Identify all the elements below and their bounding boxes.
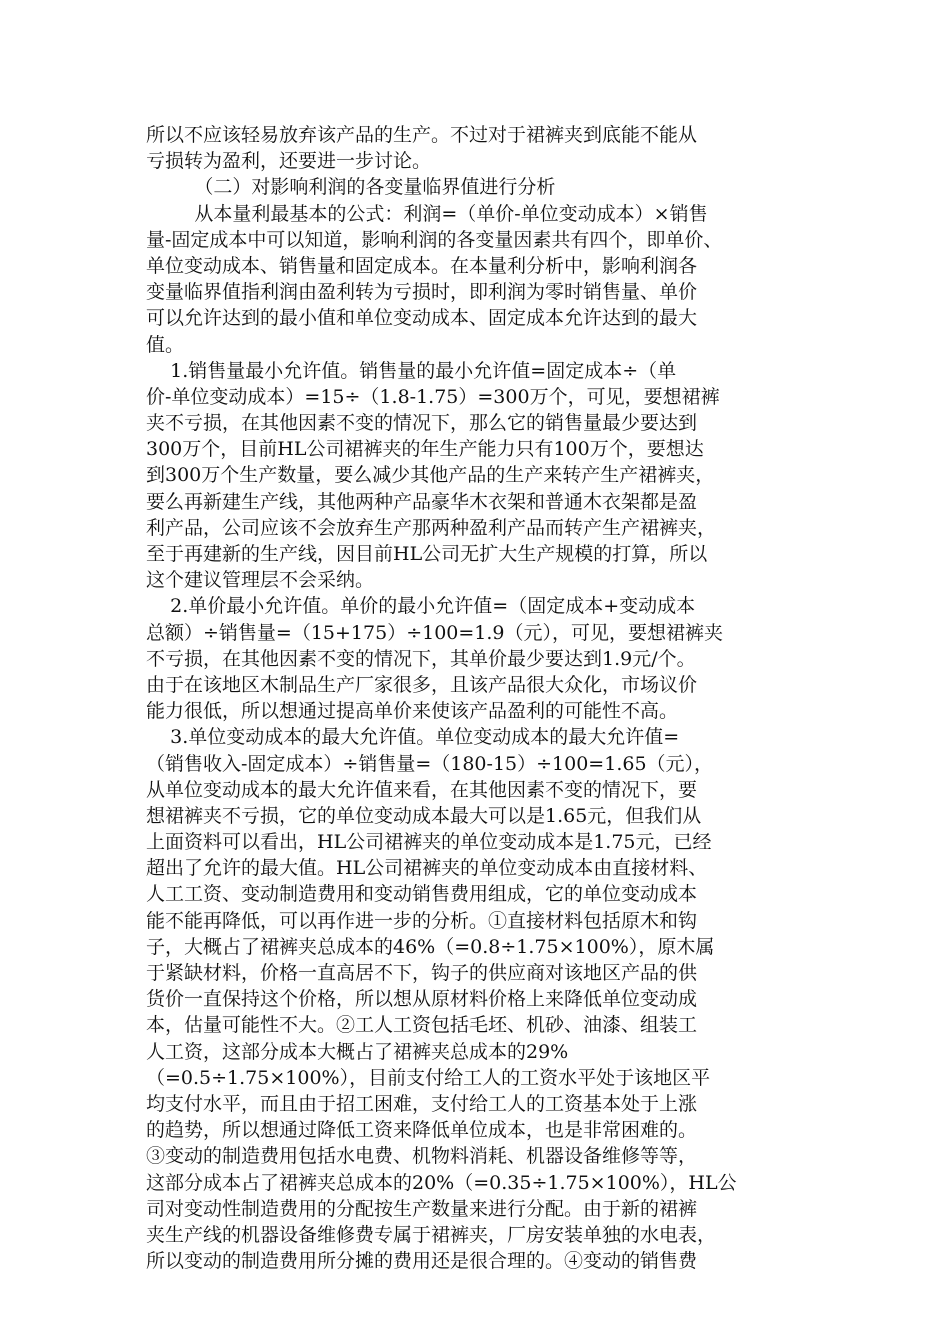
text-line: 亏损转为盈利，还要进一步讨论。 [146, 150, 432, 173]
text-line: 值。 [146, 333, 185, 356]
text-line: 夹不亏损，在其他因素不变的情况下，那么它的销售量最少要达到 [146, 412, 698, 435]
text-line: 300万个，目前HL公司裙裤夹的年生产能力只有100万个，要想达 [146, 438, 704, 461]
text-line: 所以不应该轻易放弃该产品的生产。不过对于裙裤夹到底能不能从 [146, 124, 698, 146]
text-line: 至于再建新的生产线，因目前HL公司无扩大生产规模的打算，所以 [146, 543, 708, 565]
text-line: 2.单价最小允许值。单价的最小允许值=（固定成本+变动成本 [146, 595, 696, 618]
text-line: 司对变动性制造费用的分配按生产数量来进行分配。由于新的裙裤 [146, 1197, 698, 1220]
text-line: 这个建议管理层不会采纳。 [146, 569, 375, 592]
text-line: 要么再新建生产线，其他两种产品豪华木衣架和普通木衣架都是盈 [146, 490, 698, 513]
text-line: 货价一直保持这个价格，所以想从原材料价格上来降低单位变动成 [146, 988, 698, 1011]
text-line: 量-固定成本中可以知道，影响利润的各变量因素共有四个，即单价、 [146, 228, 723, 251]
text-line: 的趋势，所以想通过降低工资来降低单位成本，也是非常困难的。 [146, 1119, 698, 1142]
text-line: 人工工资、变动制造费用和变动销售费用组成，它的单位变动成本 [146, 883, 698, 906]
text-line: 1.销售量最小允许值。销售量的最小允许值=固定成本÷（单 [146, 359, 677, 382]
text-line: 本，估量可能性不大。②工人工资包括毛坯、机砂、油漆、组装工 [146, 1014, 698, 1037]
text-line: 单位变动成本、销售量和固定成本。在本量利分析中，影响利润各 [146, 254, 698, 277]
text-line: 价-单位变动成本）=15÷（1.8-1.75）=300万个，可见，要想裙裤 [146, 385, 720, 408]
text-line: 能不能再降低，可以再作进一步的分析。①直接材料包括原木和钩 [146, 909, 698, 932]
text-line: 这部分成本占了裙裤夹总成本的20%（=0.35÷1.75×100%），HL公 [146, 1171, 737, 1194]
text-line: 所以变动的制造费用所分摊的费用还是很合理的。④变动的销售费 [146, 1250, 698, 1273]
text-line: 3.单位变动成本的最大允许值。单位变动成本的最大允许值= [146, 726, 680, 749]
text-line: 于紧缺材料，价格一直高居不下，钩子的供应商对该地区产品的供 [146, 962, 698, 984]
text-line: （=0.5÷1.75×100%），目前支付给工人的工资水平处于该地区平 [146, 1066, 711, 1089]
text-line: 夹生产线的机器设备维修费专属于裙裤夹，厂房安装单独的水电表， [146, 1223, 717, 1246]
text-line: 不亏损，在其他因素不变的情况下，其单价最少要达到1.9元/个。 [146, 647, 696, 670]
text-line: 超出了允许的最大值。HL公司裙裤夹的单位变动成本由直接材料、 [146, 857, 708, 880]
text-line: 人工资，这部分成本大概占了裙裤夹总成本的29% [146, 1040, 569, 1063]
text-line: 可以允许达到的最小值和单位变动成本、固定成本允许达到的最大 [146, 307, 698, 330]
text-line: 变量临界值指利润由盈利转为亏损时，即利润为零时销售量、单价 [146, 281, 698, 304]
text-line: （二）对影响利润的各变量临界值进行分析 [146, 176, 556, 199]
text-line: （销售收入-固定成本）÷销售量=（180-15）÷100=1.65（元）， [146, 752, 714, 775]
text-line: 到300万个生产数量，要么减少其他产品的生产来转产生产裙裤夹， [146, 464, 715, 487]
text-line: 由于在该地区木制品生产厂家很多，且该产品很大众化，市场议价 [146, 673, 698, 696]
text-line: 从本量利最基本的公式：利润=（单价-单位变动成本）×销售 [146, 202, 708, 225]
text-line: 利产品，公司应该不会放弃生产那两种盈利产品而转产生产裙裤夹， [146, 516, 717, 539]
text-line: 能力很低，所以想通过提高单价来使该产品盈利的可能性不高。 [146, 700, 679, 723]
text-line: 想裙裤夹不亏损，它的单位变动成本最大可以是1.65元，但我们从 [146, 804, 702, 827]
text-line: 子，大概占了裙裤夹总成本的46%（=0.8÷1.75×100%），原木属 [146, 935, 715, 958]
text-line: ③变动的制造费用包括水电费、机物料消耗、机器设备维修等等， [146, 1145, 698, 1168]
text-line: 上面资料可以看出，HL公司裙裤夹的单位变动成本是1.75元，已经 [146, 831, 712, 854]
text-line: 从单位变动成本的最大允许值来看，在其他因素不变的情况下，要 [146, 778, 698, 801]
body-text [146, 122, 806, 1274]
text-line: 总额）÷销售量=（15+175）÷100=1.9（元），可见，要想裙裤夹 [146, 621, 724, 644]
text-line: 均支付水平，而且由于招工困难，支付给工人的工资基本处于上涨 [146, 1092, 698, 1115]
